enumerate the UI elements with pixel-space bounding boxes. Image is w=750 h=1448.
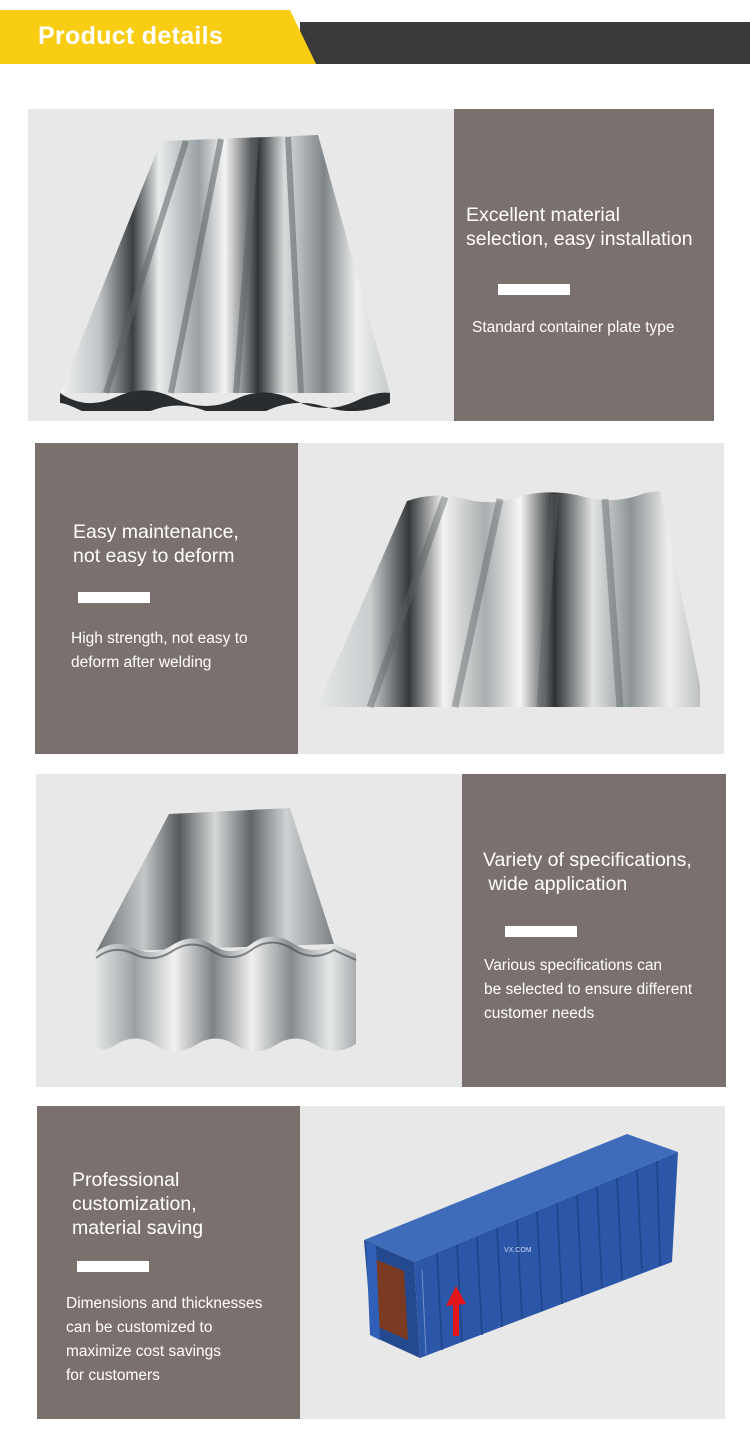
feature-heading-1b: selection, easy installation <box>466 228 693 250</box>
feature-heading-4c: material saving <box>72 1217 204 1239</box>
feature-desc-3c: customer needs <box>484 1005 595 1022</box>
divider-bar <box>505 926 577 937</box>
feature-desc-1: Standard container plate type <box>472 319 675 336</box>
corrugated-sheet-image <box>315 489 700 711</box>
feature-heading-2b: not easy to deform <box>73 545 235 567</box>
feature-heading-1a: Excellent material <box>466 204 620 226</box>
feature-heading-2a: Easy maintenance, <box>73 521 239 543</box>
feature-desc-4c: maximize cost savings <box>66 1343 222 1360</box>
corrugated-sheet-image <box>94 808 359 1054</box>
feature-panel-2 <box>35 443 298 754</box>
divider-bar <box>77 1261 149 1272</box>
divider-bar <box>78 592 150 603</box>
feature-panel-3 <box>462 774 726 1087</box>
feature-panel-1 <box>454 109 714 421</box>
divider-bar <box>498 284 570 295</box>
feature-desc-3b: be selected to ensure different <box>484 981 693 998</box>
page-title: Product details <box>38 22 224 50</box>
feature-desc-4d: for customers <box>66 1367 160 1384</box>
corrugated-sheet-image <box>56 131 396 411</box>
feature-desc-3a: Various specifications can <box>484 957 663 974</box>
feature-heading-3b: wide application <box>483 873 628 895</box>
feature-panel-4 <box>37 1106 300 1419</box>
feature-desc-2b: deform after welding <box>71 654 212 671</box>
feature-heading-3a: Variety of specifications, <box>483 849 692 871</box>
feature-card-2 <box>35 443 724 754</box>
shipping-container-image <box>362 1130 682 1362</box>
feature-desc-4b: can be customized to <box>66 1319 213 1336</box>
container-watermark: VX.COM <box>504 1247 532 1254</box>
header-dark-band <box>300 22 750 64</box>
feature-desc-4a: Dimensions and thicknesses <box>66 1295 263 1312</box>
feature-desc-2a: High strength, not easy to <box>71 630 248 647</box>
feature-heading-4b: customization, <box>72 1193 197 1215</box>
section-header <box>0 0 750 66</box>
feature-card-3 <box>36 774 726 1087</box>
feature-card-1 <box>28 109 714 421</box>
feature-heading-4a: Professional <box>72 1169 180 1191</box>
feature-card-4 <box>37 1106 725 1419</box>
